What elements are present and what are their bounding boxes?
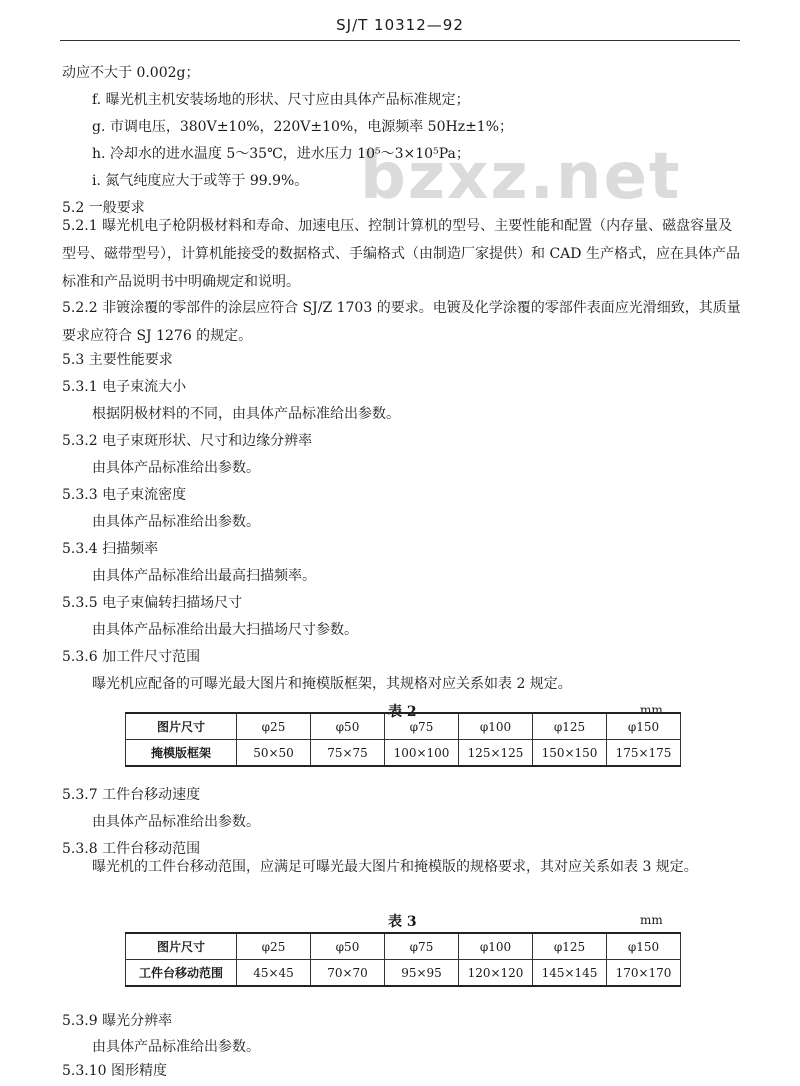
table-cell: φ150 xyxy=(607,713,681,740)
table-2-unit: mm xyxy=(640,703,663,717)
table-cell: φ25 xyxy=(237,933,311,960)
text-line: 由具体产品标准给出参数。 xyxy=(92,460,260,476)
subsection-heading: 5.3.2 电子束斑形状、尺寸和边缘分辨率 xyxy=(62,433,313,449)
subsection-heading: 5.3.6 加工件尺寸范围 xyxy=(62,649,201,665)
subsection-heading: 5.3.3 电子束流密度 xyxy=(62,487,187,503)
table-cell: φ50 xyxy=(311,933,385,960)
table-3 xyxy=(125,932,681,987)
table-row xyxy=(126,933,681,960)
text-line: 根据阴极材料的不同，由具体产品标准给出参数。 xyxy=(92,406,400,422)
table-cell: φ25 xyxy=(237,713,311,740)
table-cell: φ100 xyxy=(459,713,533,740)
paragraph-5-2-1: 5.2.1 曝光机电子枪阴极材料和寿命、加速电压、控制计算机的型号、主要性能和配置（内存量、磁盘容量及型号、磁带型号），计算机能接受的数据格式、手编格式（由制造厂家提供）和 CAD 生产格式，应在具体产品标准和产品说明书中明确规定和说明。 xyxy=(62,218,740,290)
subsection-heading: 5.3.1 电子束流大小 xyxy=(62,379,187,395)
table-cell: 70×70 xyxy=(311,960,385,987)
list-item-h: h. 冷却水的进水温度 5～35℃，进水压力 10⁵～3×10⁵Pa； xyxy=(92,146,470,162)
table-cell: φ125 xyxy=(533,933,607,960)
table-cell: φ75 xyxy=(385,713,459,740)
section-heading-5-2: 5.2 一般要求 xyxy=(62,200,145,216)
table-cell: 45×45 xyxy=(237,960,311,987)
table-cell: 150×150 xyxy=(533,740,607,767)
table-cell: 170×170 xyxy=(607,960,681,987)
table-row xyxy=(126,713,681,740)
text-line: 曝光机应配备的可曝光最大图片和掩模版框架，其规格对应关系如表 2 规定。 xyxy=(92,676,572,692)
text-line: 由具体产品标准给出最大扫描场尺寸参数。 xyxy=(92,622,358,638)
table-cell: 125×125 xyxy=(459,740,533,767)
subsection-heading: 5.3.8 工件台移动范围 xyxy=(62,841,201,857)
header-rule xyxy=(60,40,740,41)
table-cell: 100×100 xyxy=(385,740,459,767)
list-item-f: f. 曝光机主机安装场地的形状、尺寸应由具体产品标准规定； xyxy=(92,92,470,108)
subsection-heading: 5.3.9 曝光分辨率 xyxy=(62,1013,173,1029)
table-cell: φ50 xyxy=(311,713,385,740)
section-heading-5-3: 5.3 主要性能要求 xyxy=(62,352,173,368)
table-cell: φ150 xyxy=(607,933,681,960)
list-item-g: g. 市调电压，380V±10%，220V±10%，电源频率 50Hz±1%； xyxy=(92,119,514,135)
text-line: 由具体产品标准给出最高扫描频率。 xyxy=(92,568,316,584)
table-3-unit: mm xyxy=(640,913,663,927)
subsection-heading: 5.3.7 工件台移动速度 xyxy=(62,787,201,803)
table-cell: φ75 xyxy=(385,933,459,960)
table-2 xyxy=(125,712,681,767)
table-cell: 120×120 xyxy=(459,960,533,987)
list-item-i: i. 氮气纯度应大于或等于 99.9%。 xyxy=(92,173,309,189)
table-header-cell: 图片尺寸 xyxy=(126,713,237,740)
subsection-heading: 5.3.5 电子束偏转扫描场尺寸 xyxy=(62,595,243,611)
table-row xyxy=(126,960,681,987)
text-line: 由具体产品标准给出参数。 xyxy=(92,1039,260,1055)
table-header-cell: 工件台移动范围 xyxy=(126,960,237,987)
paragraph-5-3-8: 曝光机的工件台移动范围，应满足可曝光最大图片和掩模版的规格要求，其对应关系如表 3 规定。 xyxy=(92,859,698,875)
table-cell: 145×145 xyxy=(533,960,607,987)
table-row xyxy=(126,740,681,767)
paragraph-5-2-2: 5.2.2 非镀涂覆的零部件的涂层应符合 SJ/Z 1703 的要求。电镀及化学涂覆的零部件表面应光滑细致，其质量要求应符合 SJ 1276 的规定。 xyxy=(62,300,741,344)
document-header: SJ/T 10312—92 xyxy=(336,16,464,34)
text-line: 由具体产品标准给出参数。 xyxy=(92,814,260,830)
table-header-cell: 掩模版框架 xyxy=(126,740,237,767)
table-cell: φ125 xyxy=(533,713,607,740)
subsection-heading: 5.3.10 图形精度 xyxy=(62,1063,167,1079)
table-header-cell: 图片尺寸 xyxy=(126,933,237,960)
text-line: 由具体产品标准给出参数。 xyxy=(92,514,260,530)
watermark: bzxz.net xyxy=(360,140,682,214)
table-cell: 50×50 xyxy=(237,740,311,767)
table-cell: 175×175 xyxy=(607,740,681,767)
table-cell: 75×75 xyxy=(311,740,385,767)
table-2-caption: 表 2 xyxy=(388,704,417,720)
subsection-heading: 5.3.4 扫描频率 xyxy=(62,541,159,557)
table-cell: 95×95 xyxy=(385,960,459,987)
text-line: 动应不大于 0.002g； xyxy=(62,65,200,81)
table-cell: φ100 xyxy=(459,933,533,960)
table-3-caption: 表 3 xyxy=(388,914,417,930)
